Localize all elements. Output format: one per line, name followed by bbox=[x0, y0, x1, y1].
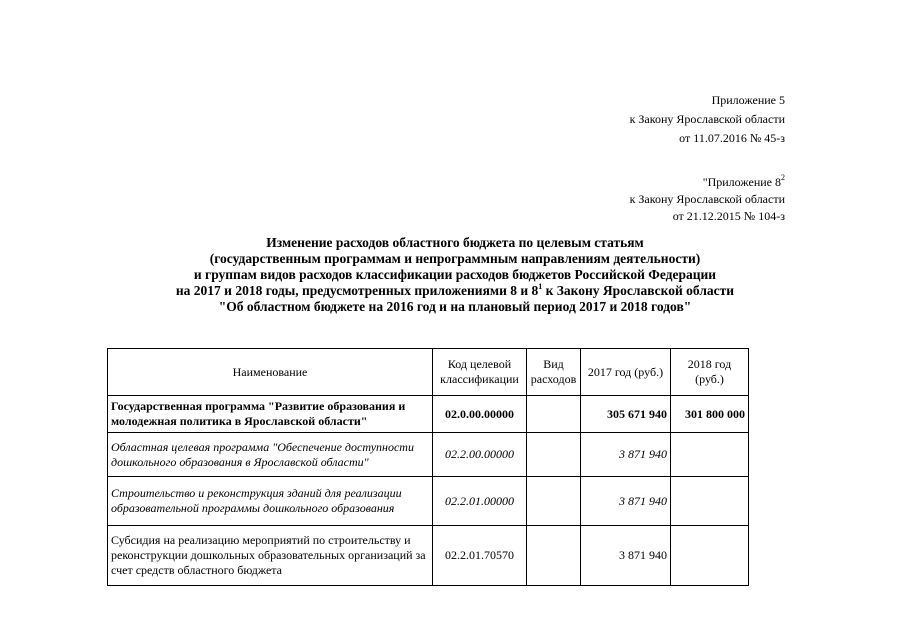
row-2018 bbox=[671, 477, 749, 526]
superscript: 2 bbox=[781, 173, 785, 182]
title-line bbox=[60, 283, 850, 299]
row-type bbox=[527, 477, 581, 526]
row-type bbox=[527, 433, 581, 477]
row-name: Областная целевая программа "Обеспечение доступности дошкольного образования в Ярославской области" bbox=[108, 433, 433, 477]
row-name: Субсидия на реализацию мероприятий по строительству и реконструкции дошкольных образовательных организаций за счет средств областного бюджета bbox=[108, 526, 433, 586]
row-2017: 3 871 940 bbox=[581, 477, 671, 526]
header-type: Вид расходов bbox=[527, 349, 581, 396]
superscript: 1 bbox=[538, 282, 543, 291]
row-code: 02.0.00.00000 bbox=[433, 396, 527, 433]
row-type bbox=[527, 526, 581, 586]
row-name: Государственная программа "Развитие образования и молодежная политика в Ярославской области" bbox=[108, 396, 433, 433]
header-2017: 2017 год (руб.) bbox=[581, 349, 671, 396]
row-2018 bbox=[671, 526, 749, 586]
row-2017: 3 871 940 bbox=[581, 526, 671, 586]
appendix-line: Приложение 5 bbox=[711, 93, 785, 107]
row-code: 02.2.01.00000 bbox=[433, 477, 527, 526]
title-line: "Об областном бюджете на 2016 год и на плановый период 2017 и 2018 годов" bbox=[218, 299, 692, 314]
row-code: 02.2.00.00000 bbox=[433, 433, 527, 477]
title-text: на 2017 и 2018 годы, предусмотренных приложениями 8 и 8 bbox=[175, 283, 539, 298]
table-row bbox=[108, 526, 749, 586]
table-row bbox=[108, 396, 749, 433]
title-line: Изменение расходов областного бюджета по целевым статьям bbox=[266, 235, 644, 250]
law-reference-line: к Закону Ярославской области bbox=[629, 112, 785, 126]
appendix-line bbox=[630, 174, 785, 191]
law-date-line: от 11.07.2016 № 45-з bbox=[679, 131, 785, 145]
row-type bbox=[527, 396, 581, 433]
table-row bbox=[108, 433, 749, 477]
law-date-line: от 21.12.2015 № 104-з bbox=[672, 209, 785, 223]
appendix-5-header bbox=[630, 91, 785, 148]
row-2017: 3 871 940 bbox=[581, 433, 671, 477]
row-2018 bbox=[671, 433, 749, 477]
title-line: (государственным программам и непрограммным направлениям деятельности) bbox=[209, 251, 701, 266]
appendix-label: "Приложение 8 bbox=[702, 175, 781, 189]
row-2018: 301 800 000 bbox=[671, 396, 749, 433]
expenditure-table bbox=[107, 348, 749, 586]
law-reference-line: к Закону Ярославской области bbox=[629, 192, 785, 206]
header-2018: 2018 год (руб.) bbox=[671, 349, 749, 396]
title-line: и группам видов расходов классификации расходов бюджетов Российской Федерации bbox=[193, 267, 717, 282]
table-header-row bbox=[108, 349, 749, 396]
document-title bbox=[60, 235, 850, 315]
row-name: Строительство и реконструкция зданий для реализации образовательной программы дошкольного образования bbox=[108, 477, 433, 526]
row-code: 02.2.01.70570 bbox=[433, 526, 527, 586]
title-text: к Закону Ярославской области bbox=[542, 283, 735, 298]
header-code: Код целевой классификации bbox=[433, 349, 527, 396]
header-name: Наименование bbox=[108, 349, 433, 396]
row-2017: 305 671 940 bbox=[581, 396, 671, 433]
appendix-8-2-header bbox=[630, 174, 785, 225]
table-row bbox=[108, 477, 749, 526]
